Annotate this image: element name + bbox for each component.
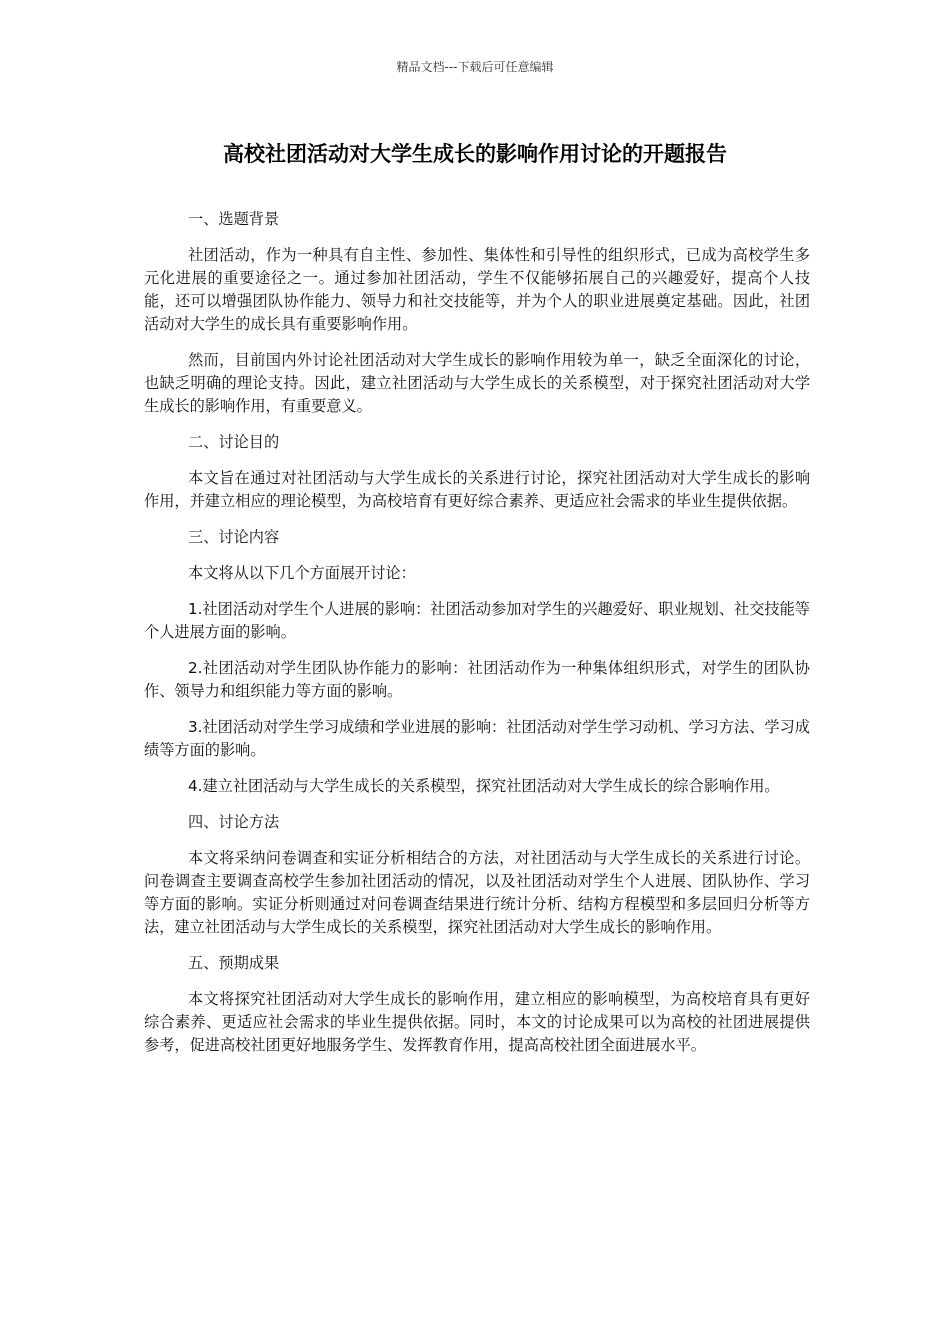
paragraph: 社团活动，作为一种具有自主性、参加性、集体性和引导性的组织形式，已成为高校学生多元化进展的重要途径之一。通过参加社团活动，学生不仅能够拓展自己的兴趣爱好，提高个人技能，还可以增强团队协作能力、领导力和社交技能等，并为个人的职业进展奠定基础。因此，社团活动对大学生的成长具有重要影响作用。	[144, 246, 810, 333]
paragraph: 然而，目前国内外讨论社团活动对大学生成长的影响作用较为单一，缺乏全面深化的讨论，也缺乏明确的理论支持。因此，建立社团活动与大学生成长的关系模型，对于探究社团活动对大学生成长的影响作用，有重要意义。	[144, 351, 810, 415]
paragraph: 本文将探究社团活动对大学生成长的影响作用，建立相应的影响模型，为高校培育具有更好综合素养、更适应社会需求的毕业生提供依据。同时，本文的讨论成果可以为高校的社团进展提供参考，促进高校社团更好地服务学生、发挥教育作用，提高高校社团全面进展水平。	[144, 990, 810, 1054]
section-heading-purpose: 二、讨论目的	[188, 433, 280, 451]
paragraph: 本文将从以下几个方面展开讨论：	[188, 564, 416, 582]
list-item: 2.社团活动对学生团队协作能力的影响：社团活动作为一种集体组织形式，对学生的团队协作、领导力和组织能力等方面的影响。	[144, 659, 810, 700]
list-item: 4.建立社团活动与大学生成长的关系模型，探究社团活动对大学生成长的综合影响作用。	[188, 777, 780, 795]
section-heading-method: 四、讨论方法	[188, 813, 280, 831]
section-heading-background: 一、选题背景	[188, 210, 280, 228]
page-header: 精品文档---下载后可任意编辑	[396, 60, 554, 74]
paragraph: 本文旨在通过对社团活动与大学生成长的关系进行讨论，探究社团活动对大学生成长的影响作用，并建立相应的理论模型，为高校培育有更好综合素养、更适应社会需求的毕业生提供依据。	[144, 469, 810, 510]
document-title: 高校社团活动对大学生成长的影响作用讨论的开题报告	[223, 142, 727, 166]
paragraph: 本文将采纳问卷调查和实证分析相结合的方法，对社团活动与大学生成长的关系进行讨论。问卷调查主要调查高校学生参加社团活动的情况，以及社团活动对学生个人进展、团队协作、学习等方面的影响。实证分析则通过对问卷调查结果进行统计分析、结构方程模型和多层回归分析等方法，建立社团活动与大学生成长的关系模型，探究社团活动对大学生成长的影响作用。	[144, 849, 810, 936]
document-body	[144, 208, 810, 1070]
list-item: 3.社团活动对学生学习成绩和学业进展的影响：社团活动对学生学习动机、学习方法、学习成绩等方面的影响。	[144, 718, 810, 759]
list-item: 1.社团活动对学生个人进展的影响：社团活动参加对学生的兴趣爱好、职业规划、社交技能等个人进展方面的影响。	[144, 600, 810, 641]
section-heading-content: 三、讨论内容	[188, 528, 280, 546]
section-heading-results: 五、预期成果	[188, 954, 280, 972]
